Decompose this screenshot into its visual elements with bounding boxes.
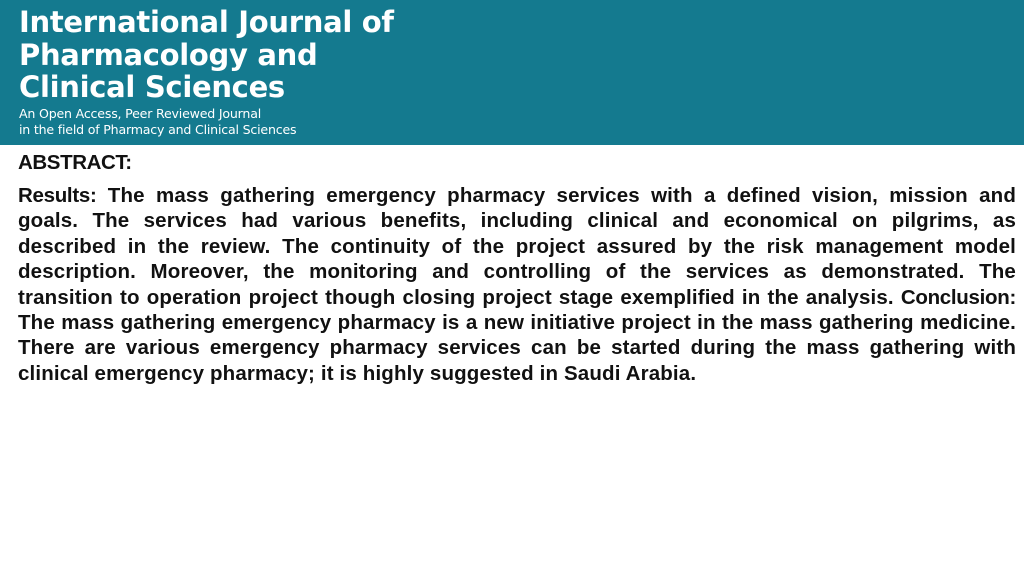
journal-title [19, 6, 394, 104]
abstract-body [18, 183, 1016, 386]
conclusion-label: Conclusion: [900, 285, 1016, 309]
journal-title-line: Pharmacology and [19, 37, 318, 72]
journal-title-line: Clinical Sciences [19, 70, 285, 104]
results-text: The mass gathering emergency pharmacy services with a defined vision, mission and goals. The services had various benefits, including clinical and economical on pilgrims, as described in the review. The continuity of the project assured by the risk management model description. Moreover, the monitoring and controlling of the services as demonstrated. The transition to operation project though closing project stage exemplified in the analysis. [18, 184, 1016, 309]
journal-tagline [19, 106, 296, 138]
abstract-heading: ABSTRACT: [18, 151, 132, 174]
abstract-section [18, 150, 1016, 386]
journal-tagline-line: An Open Access, Peer Reviewed Journal [19, 106, 262, 121]
journal-tagline-line: in the field of Pharmacy and Clinical Sciences [19, 122, 297, 137]
journal-title-line: International Journal of [19, 5, 394, 39]
results-label: Results: [18, 184, 97, 207]
conclusion-text: The mass gathering emergency pharmacy is a new initiative project in the mass gathering medicine. There are various emergency pharmacy services can be started during the mass gathering with clinical emergency pharmacy; it is highly suggested in Saudi Arabia. [18, 311, 1016, 385]
journal-banner [0, 0, 1024, 145]
